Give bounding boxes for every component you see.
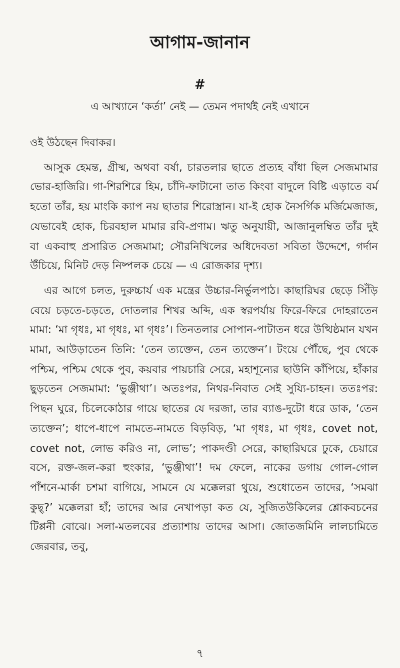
epigraph: এ আখ্যানে ‘কর্তা’ নেই — তেমন পদার্থই নেই এখানে xyxy=(90,101,310,113)
section-mark: # xyxy=(194,78,206,93)
paragraph: ওই উঠছেন দিবাকর। xyxy=(30,137,116,149)
paragraph: এর আগে চলত, দুরুচ্চার্য এক মন্ত্রের উচ্চার-নির্ভুলপাঠ। কাছারিঘর ছেড়ে সিঁড়ি বেয়ে চড়তে-চড়তে, দোতলার শিখর অব্দি, এক স্বরপর্যায় ফিরে-ফিরে দোহরাতেন মামা: ‘মা গৃধঃ, মা গৃধঃ, মা গৃধঃ’। তিনতলার সোপান-পাটাতন ধরে উত্থিষ্ঠমান যখন মামা, আউড়াতেন তিনি: ‘তেন ত্যক্তেন, তেন ত্যক্তেন’। টংয়ে পৌঁছে, পুব থেকে পশ্চিম, পশ্চিম থেকে পুব, কয়বার পায়চারি সেরে, মহাশূন্যের ছাউনি কাঁপিয়ে, হাঁকার ছুড়তেন সেজমামা: ‘ভুঞ্জীথা’। অতঃপর, নিথর-নিবাত সেই সুয্যি-চাহন। ততঃপর: পিছন ঘুরে, চিলেকোঠার গায়ে ছাতের যে দরজা, তার ব্যাঙ-দুটো ধরে ডাক, ‘তেন ত্যক্তেন’; ধাপে-ধাপে নামতে-নামতে বিড়বিড়, ‘মা গৃধঃ, মা গৃধঃ, covet not, covet not, লোভ করিও না, লোভ’; পাকদণ্ডী সেরে, কাছারিঘরে ঢুকে, চেয়ারে বসে, রক্ত-জল-করা হুংকার, ‘ভুঞ্জীথা’! দম ফেলে, নাকের ডগায় গোল-গোল পাঁশনে-মার্কা চশমা বাগিয়ে, সামনে যে মক্কেলরা থুয়ে, শুধোতেন তাদের, ‘সমঝা কুছ্?’ মক্কেলরা হাঁ; তাদের আর নেখাপড়া কত যে, সুজিতউকিলের শ্লোকবচনের টিপ্পনী বোঝে। সলা-মতলবের প্রত্যাশায় তাদের আসা। জোতজমিনি লালচামিতে জেরবার, তবু, xyxy=(30,284,378,554)
chapter-title: আগাম-জানান xyxy=(150,33,250,53)
page-number: ৭ xyxy=(196,647,204,660)
paragraph: আসুক হেমন্ত, গ্রীষ্ম, অথবা বর্ষা, চারতলার ছাতে প্রত্যহ বাঁধা ছিল সেজমামার ভোর-হাজিরি। গা-শিরশিরে হিম, চাঁদি-ফাটানো তাত কিংবা বাদুলে বিষ্টি এড়াতে বর্ম হতো তাঁর, হয় মাংকি ক্যাপ নয় ছাতার শিরোস্ত্রান। যা-ই হোক নৈসর্গিক মর্জিমেজাজ, যেভাবেই হোক, চিরবহাল মামার রবি-প্রণাম। ঋতু অনুযায়ী, আজানুলম্বিত তাঁর দুই বা একবাহু প্রসারিত সেজমামা; সৌরনিখিলের অধিদেবতা সবিতা উদ্দেশে, গর্দান উঁচিয়ে, মিনিট দেড় নিষ্পলক চেয়ে — এ রোজকার দৃশ্য। xyxy=(30,161,378,273)
body-text xyxy=(30,134,378,563)
